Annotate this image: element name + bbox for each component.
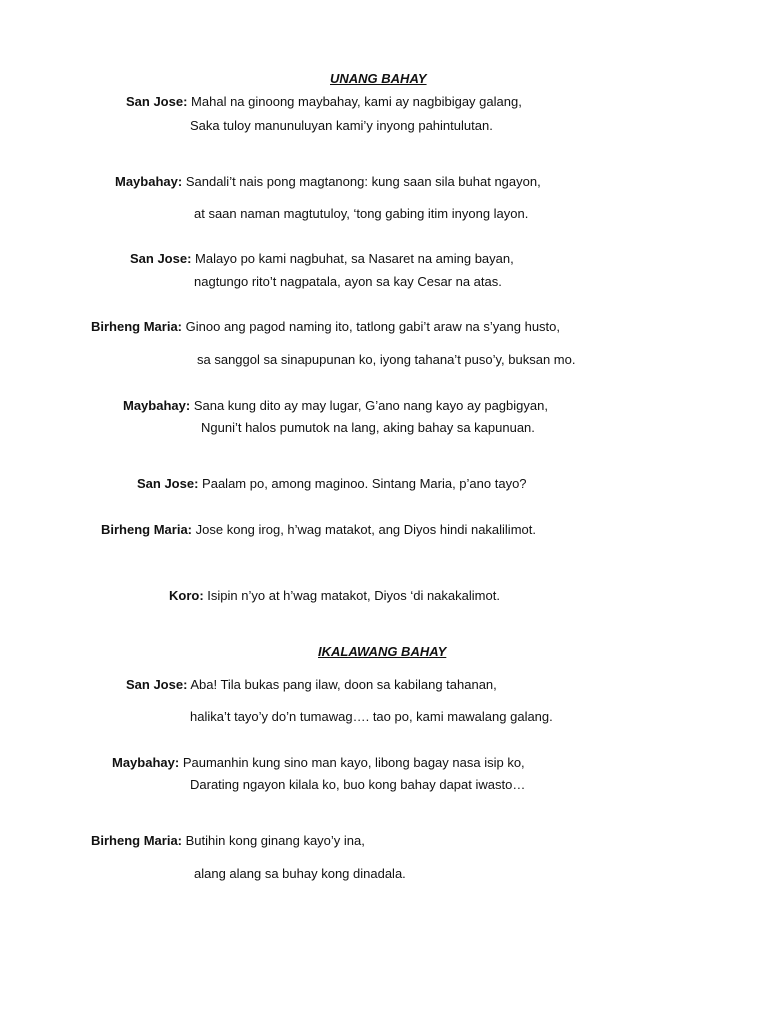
speaker-name: Koro: bbox=[169, 588, 204, 603]
verse-text: Mahal na ginoong maybahay, kami ay nagbibigay galang, bbox=[191, 94, 522, 109]
verse-text: Isipin n’yo at h’wag matakot, Diyos ‘di nakakalimot. bbox=[207, 588, 500, 603]
speaker-name: Birheng Maria: bbox=[91, 833, 183, 848]
dialogue-line bbox=[91, 833, 365, 849]
dialogue-line bbox=[126, 94, 522, 110]
dialogue-line bbox=[169, 588, 500, 604]
verse-text: Paumanhin kung sino man kayo, libong bagay nasa isip ko, bbox=[182, 755, 525, 770]
verse-text: Darating ngayon kilala ko, buo kong bahay dapat iwasto… bbox=[190, 777, 526, 792]
dialogue-line bbox=[101, 522, 536, 538]
dialogue-line bbox=[137, 476, 527, 492]
verse-text: Saka tuloy manunuluyan kami’y inyong pahintulutan. bbox=[190, 118, 493, 133]
verse-text: halika’t tayo’y do’n tumawag…. tao po, kami mawalang galang. bbox=[190, 709, 553, 724]
dialogue-line bbox=[115, 174, 541, 190]
speaker-name: Maybahay: bbox=[112, 755, 180, 770]
verse-text: Ginoo ang pagod naming ito, tatlong gabi’t araw na s’yang husto, bbox=[185, 319, 561, 334]
verse-text: Paalam po, among maginoo. Sintang Maria, p’ano tayo? bbox=[202, 476, 527, 491]
verse-text: Butihin kong ginang kayo’y ina, bbox=[185, 833, 365, 848]
speaker-name: Birheng Maria: bbox=[101, 522, 193, 537]
dialogue-line bbox=[123, 398, 548, 414]
dialogue-line bbox=[91, 319, 560, 335]
verse-text: Sana kung dito ay may lugar, G’ano nang kayo ay pagbigyan, bbox=[193, 398, 548, 413]
verse-text: Nguni’t halos pumutok na lang, aking bahay sa kapunuan. bbox=[201, 420, 535, 435]
speaker-name: San Jose: bbox=[137, 476, 199, 491]
speaker-name: San Jose: bbox=[126, 677, 188, 692]
speaker-name: Maybahay: bbox=[115, 174, 183, 189]
speaker-name: Birheng Maria: bbox=[91, 319, 183, 334]
section-heading: UNANG BAHAY bbox=[330, 71, 427, 86]
speaker-name: Maybahay: bbox=[123, 398, 191, 413]
verse-text: Sandali’t nais pong magtanong: kung saan sila buhat ngayon, bbox=[185, 174, 541, 189]
verse-text: Malayo po kami nagbuhat, sa Nasaret na aming bayan, bbox=[195, 251, 514, 266]
dialogue-line bbox=[112, 755, 525, 771]
speaker-name: San Jose: bbox=[126, 94, 188, 109]
verse-text: sa sanggol sa sinapupunan ko, iyong tahana’t puso’y, buksan mo. bbox=[197, 352, 576, 367]
verse-text: nagtungo rito’t nagpatala, ayon sa kay Cesar na atas. bbox=[194, 274, 502, 289]
dialogue-line bbox=[126, 677, 497, 693]
verse-text: Aba! Tila bukas pang ilaw, doon sa kabilang tahanan, bbox=[190, 677, 497, 692]
section-heading: IKALAWANG BAHAY bbox=[318, 644, 447, 659]
verse-text: at saan naman magtutuloy, ‘tong gabing itim inyong layon. bbox=[194, 206, 529, 221]
verse-text: alang alang sa buhay kong dinadala. bbox=[194, 866, 406, 881]
verse-text: Jose kong irog, h’wag matakot, ang Diyos hindi nakalilimot. bbox=[195, 522, 536, 537]
speaker-name: San Jose: bbox=[130, 251, 192, 266]
dialogue-line bbox=[130, 251, 514, 267]
